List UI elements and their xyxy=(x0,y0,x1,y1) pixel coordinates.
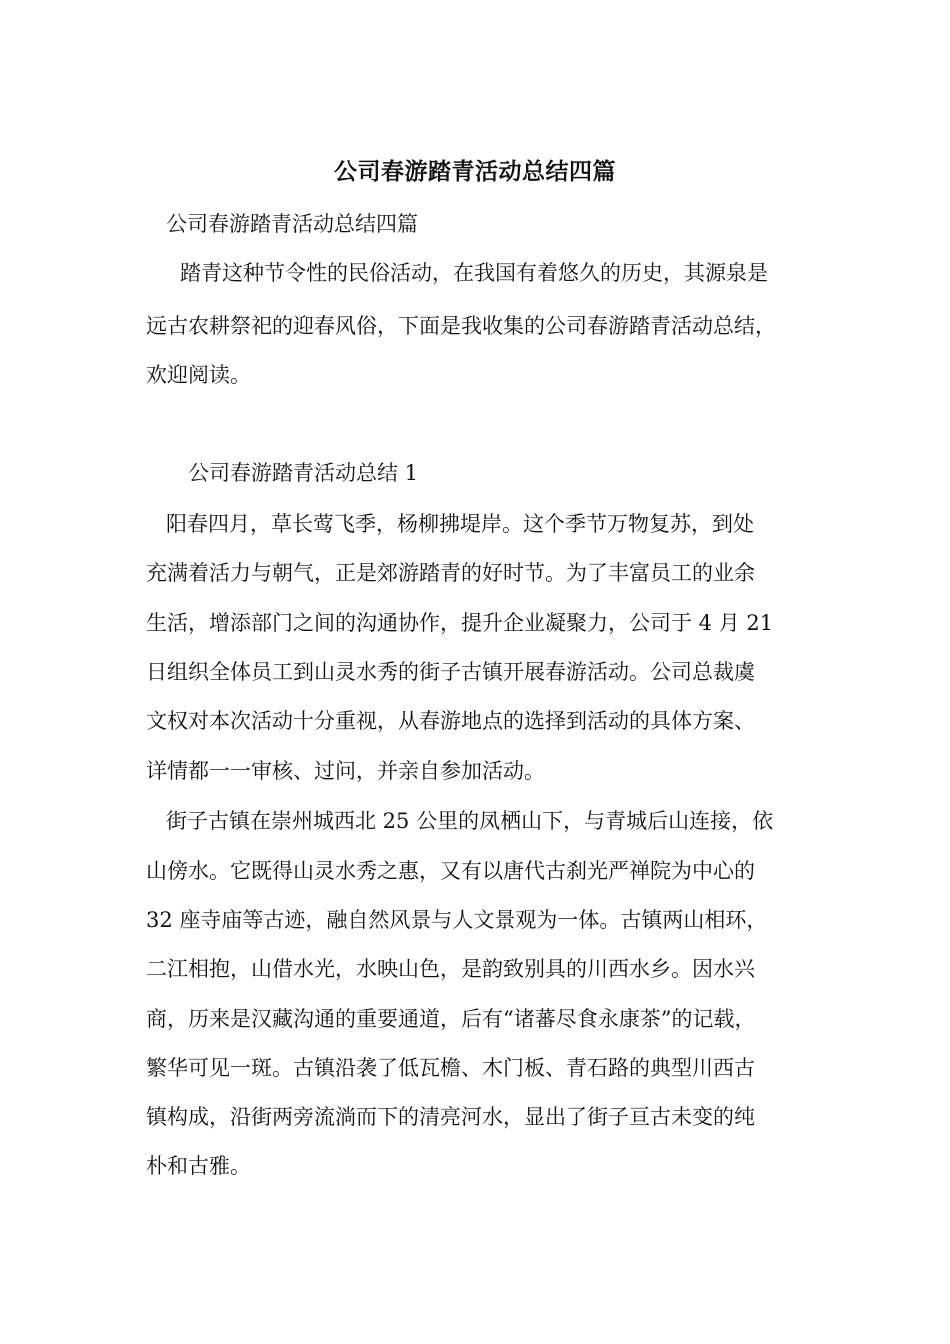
paragraph-line: 朴和古雅。 xyxy=(146,1154,251,1178)
paragraph-line: 镇构成，沿街两旁流淌而下的清亮河水，显出了街子亘古未变的纯 xyxy=(146,1105,755,1129)
paragraph-line: 32 座寺庙等古迹，融自然风景与人文景观为一体。古镇两山相环， xyxy=(146,908,768,932)
paragraph-line: 山傍水。它既得山灵水秀之惠，又有以唐代古刹光严禅院为中心的 xyxy=(146,859,755,883)
paragraph-line: 商，历来是汉藏沟通的重要通道，后有“诸蕃尽食永康茶”的记载， xyxy=(146,1007,756,1031)
paragraph-line: 详情都一一审核、过问，并亲自参加活动。 xyxy=(146,759,545,783)
paragraph-line: 二江相抱，山借水光，水映山色，是韵致别具的川西水乡。因水兴 xyxy=(146,957,755,981)
document-title: 公司春游踏青活动总结四篇 xyxy=(334,158,616,185)
section-heading: 公司春游踏青活动总结 1 xyxy=(188,461,419,485)
paragraph-line: 阳春四月，草长莺飞季，杨柳拂堤岸。这个季节万物复苏，到处 xyxy=(166,512,754,536)
paragraph-line: 繁华可见一斑。古镇沿袭了低瓦檐、木门板、青石路的典型川西古 xyxy=(146,1056,755,1080)
intro-line: 踏青这种节令性的民俗活动，在我国有着悠久的历史，其源泉是 xyxy=(180,261,768,285)
paragraph-line: 充满着活力与朝气，正是郊游踏青的好时节。为了丰富员工的业余 xyxy=(146,561,755,585)
intro-line: 远古农耕祭祀的迎春风俗，下面是我收集的公司春游踏青活动总结， xyxy=(146,314,776,338)
document-subtitle: 公司春游踏青活动总结四篇 xyxy=(166,212,418,236)
paragraph-line: 文权对本次活动十分重视，从春游地点的选择到活动的具体方案、 xyxy=(146,709,755,733)
intro-line: 欢迎阅读。 xyxy=(146,363,251,387)
paragraph-line: 日组织全体员工到山灵水秀的街子古镇开展春游活动。公司总裁虞 xyxy=(146,660,755,684)
paragraph-line: 生活，增添部门之间的沟通协作，提升企业凝聚力，公司于 4 月 21 xyxy=(146,611,774,635)
paragraph-line: 街子古镇在崇州城西北 25 公里的凤栖山下，与青城后山连接，依 xyxy=(166,809,774,833)
